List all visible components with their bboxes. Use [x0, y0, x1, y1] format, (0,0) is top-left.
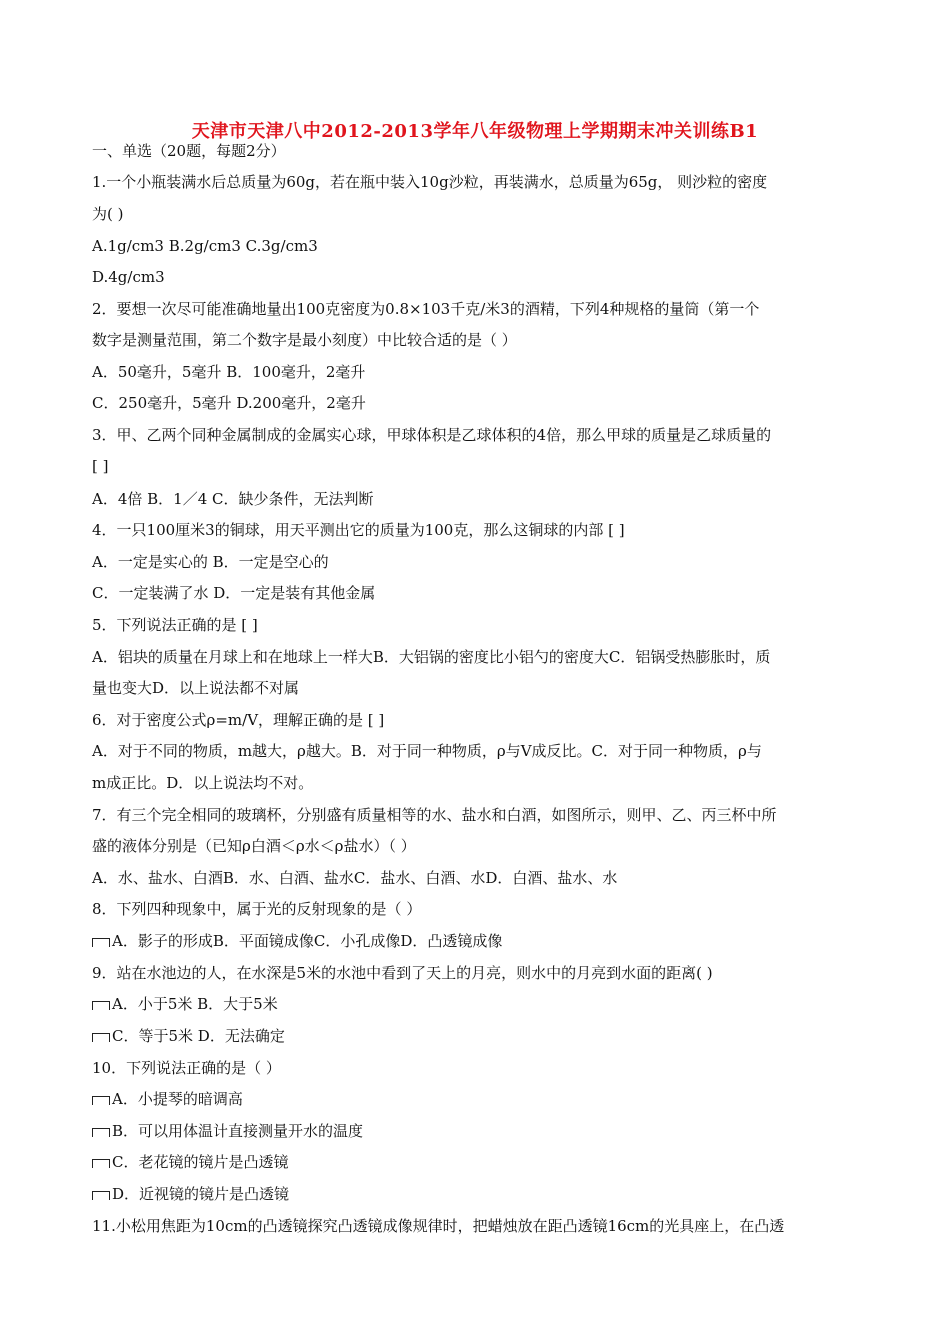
- question-10-option-c-text: C．老花镜的镜片是凸透镜: [112, 1153, 289, 1171]
- question-10-option-d: [92, 1184, 864, 1204]
- question-4-text: 4．一只100厘米3的铜球，用天平测出它的质量为100克，那么这铜球的内部 [ ]: [92, 521, 625, 539]
- question-4-options-cd: C．一定装满了水 D．一定是装有其他金属: [92, 584, 376, 602]
- question-1-text-cont: 为( ): [92, 205, 124, 223]
- bracket-mark-icon: [92, 1191, 110, 1200]
- section-heading: 一、单选（20题，每题2分）: [92, 142, 286, 160]
- question-4-options-ab: A．一定是实心的 B．一定是空心的: [92, 553, 329, 571]
- question-8-text: 8．下列四种现象中，属于光的反射现象的是（ ）: [92, 900, 422, 918]
- bracket-mark-icon: [92, 1159, 110, 1168]
- question-1-option-d: D.4g/cm3: [92, 268, 165, 286]
- bracket-mark-icon: [92, 1096, 110, 1105]
- bracket-mark-icon: [92, 938, 110, 947]
- question-5-text: 5．下列说法正确的是 [ ]: [92, 616, 258, 634]
- bracket-mark-icon: [92, 1001, 110, 1010]
- question-9-options-ab: [92, 994, 864, 1014]
- question-9-options-cd-text: C．等于5米 D．无法确定: [112, 1027, 285, 1045]
- document-title: 天津市天津八中2012-2013学年八年级物理上学期期末冲关训练B1: [191, 121, 759, 142]
- question-10-option-b-text: B．可以用体温计直接测量开水的温度: [112, 1122, 364, 1140]
- question-7-text-cont: 盛的液体分别是（已知ρ白酒＜ρ水＜ρ盐水）（ ）: [92, 837, 416, 855]
- question-6-options-cont: m成正比。D．以上说法均不对。: [92, 774, 314, 792]
- question-2-options-ab: A．50毫升，5毫升 B．100毫升，2毫升: [92, 363, 366, 381]
- question-8-options-text: A．影子的形成B．平面镜成像C．小孔成像D．凸透镜成像: [112, 932, 503, 950]
- question-9-options-cd: [92, 1026, 864, 1046]
- question-2-text-cont: 数字是测量范围，第二个数字是最小刻度）中比较合适的是（ ）: [92, 331, 517, 349]
- question-7-text: 7．有三个完全相同的玻璃杯，分别盛有质量相等的水、盐水和白酒，如图所示，则甲、乙、丙三杯中所: [92, 806, 777, 824]
- question-5-options: A．铝块的质量在月球上和在地球上一样大B．大铝锅的密度比小铝勺的密度大C．铝锅受热膨胀时，质: [92, 648, 771, 666]
- question-8-options: [92, 931, 864, 951]
- question-10-option-c: [92, 1152, 864, 1172]
- question-1-text: 1.一个小瓶装满水后总质量为60g，若在瓶中装入10g沙粒，再装满水，总质量为65g， 则沙粒的密度: [92, 173, 768, 191]
- question-2-options-cd: C．250毫升，5毫升 D.200毫升，2毫升: [92, 394, 366, 412]
- question-9-options-ab-text: A．小于5米 B．大于5米: [112, 995, 278, 1013]
- bracket-mark-icon: [92, 1128, 110, 1137]
- question-5-options-cont: 量也变大D．以上说法都不对属: [92, 679, 300, 697]
- question-1-options: A.1g/cm3 B.2g/cm3 C.3g/cm3: [92, 237, 318, 255]
- question-10-option-d-text: D．近视镜的镜片是凸透镜: [112, 1185, 290, 1203]
- question-3-bracket: [ ]: [92, 457, 109, 475]
- question-7-options: A．水、盐水、白酒B．水、白酒、盐水C．盐水、白酒、水D．白酒、盐水、水: [92, 869, 618, 887]
- question-9-text: 9．站在水池边的人，在水深是5米的水池中看到了天上的月亮，则水中的月亮到水面的距离( ): [92, 964, 713, 982]
- question-10-option-b: [92, 1121, 864, 1141]
- question-6-text: 6．对于密度公式ρ=m/V，理解正确的是 [ ]: [92, 711, 385, 729]
- question-6-options: A．对于不同的物质，m越大，ρ越大。B．对于同一种物质，ρ与V成反比。C．对于同一种物质，ρ与: [92, 742, 762, 760]
- question-11-text: 11.小松用焦距为10cm的凸透镜探究凸透镜成像规律时，把蜡烛放在距凸透镜16cm的光具座上，在凸透: [92, 1217, 785, 1235]
- question-10-option-a: [92, 1089, 864, 1109]
- question-2-text: 2．要想一次尽可能准确地量出100克密度为0.8×103千克/米3的酒精，下列4种规格的量筒（第一个: [92, 300, 760, 318]
- question-10-option-a-text: A．小提琴的暗调高: [112, 1090, 243, 1108]
- question-10-text: 10．下列说法正确的是（ ）: [92, 1059, 281, 1077]
- bracket-mark-icon: [92, 1033, 110, 1042]
- question-3-options: A．4倍 B．1／4 C．缺少条件，无法判断: [92, 490, 374, 508]
- question-3-text: 3．甲、乙两个同种金属制成的金属实心球，甲球体积是乙球体积的4倍，那么甲球的质量是乙球质量的: [92, 426, 772, 444]
